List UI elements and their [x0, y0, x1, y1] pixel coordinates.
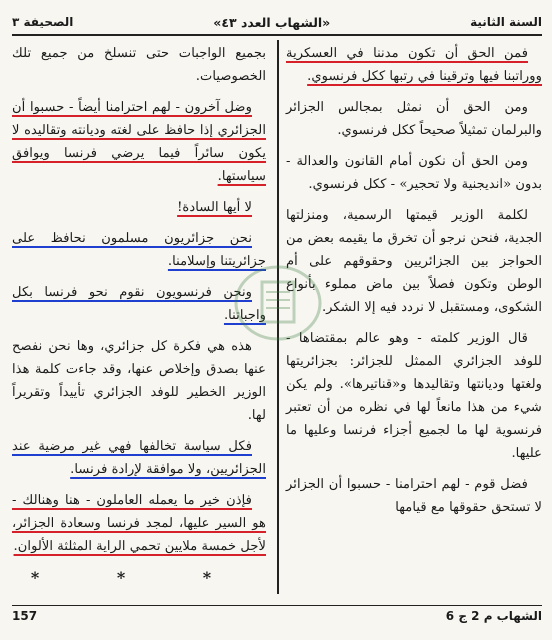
page-footer	[12, 605, 542, 626]
paragraph: ونحن فرنسويون نقوم نحو فرنسا بكل واجباتنا.	[12, 285, 266, 323]
paragraph: ومن الحق أن نمثل بمجالس الجزائر والبرلمان تمثيلاً صحيحاً ككل فرنسوي.	[286, 100, 542, 138]
paragraph: فضل قوم - لهم احترامنا - حسبوا أن الجزائر لا تستحق حقوقها مع قيامها	[286, 477, 542, 515]
header-year: السنة الثانية	[470, 15, 542, 29]
header-page-number: الصحيفة ٣	[12, 15, 74, 29]
right-column	[286, 42, 542, 594]
section-separator: * * *	[30, 568, 248, 587]
footer-page-number: 157	[12, 609, 38, 623]
paragraph: فكل سياسة تخالفها فهي غير مرضية عند الجزائريين، ولا موافقة لإرادة فرنسا.	[12, 439, 266, 477]
paragraph: لكلمة الوزير قيمتها الرسمية، ومنزلتها الجدية، فنحن نرجو أن تخرق ما يقيمه بعض من الحواجز بين الجزائريين وحقوقهم على أم الوطن وتكون فصلاً بين ماض مملوء بأنواع الشكوى، ومستقبل لا نردد فيه إلا الشكر.	[286, 208, 542, 315]
paragraph: قال الوزير كلمته - وهو عالم بمقتضاها - للوفد الجزائري الممثل للجزائر: بجزائريتها ولغتها وديانتها وتقاليدها و«قناتيرها». ولم يكن شيء من هذا مانعاً لها في نظره من أن تعتبر فرنسوية لها ما لجميع أجزاء فرنسا وعليها ما عليها.	[286, 331, 542, 461]
paragraph: فإذن خير ما يعمله العاملون - هنا وهنالك - هو السير عليها، لمجد فرنسا وسعادة الجزائر، لأجل خمسة ملايين تحمي الراية المثلثة الألوان.	[12, 493, 266, 554]
left-column	[12, 42, 266, 594]
paragraph: هذه هي فكرة كل جزائري، وها نحن نفصح عنها بصدق وإخلاص عنها، وقد جاءت كلمة هذا الوزير الخطير للوفد الجزائري تأييداً وتقريراً لها.	[12, 339, 266, 423]
paragraph: نحن جزائريون مسلمون نحافظ على جزائريتنا وإسلامنا.	[12, 231, 266, 269]
paragraph: فمن الحق أن تكون مدننا في العسكرية ووراتبنا فيها وترقينا في رتبها ككل فرنسوي.	[286, 46, 542, 84]
paragraph: لا أيها السادة!	[177, 200, 252, 215]
footer-issue-ref: الشهاب م 2 ج 6	[445, 609, 542, 623]
library-stamp-watermark	[232, 262, 324, 344]
page-header	[12, 10, 542, 36]
header-issue-title: «الشهاب العدد ٤٣»	[213, 14, 331, 30]
paragraph: بجميع الواجبات حتى تنسلخ من جميع تلك الخصوصيات.	[12, 46, 266, 84]
paragraph: وضل آخرون - لهم احترامنا أيضاً - حسبوا أن الجزائري إذا حافظ على لغته وديانته وتقاليده لا يكون سائراً فيما يرضي فرنسا ويوافق سياستها.	[12, 100, 266, 184]
paragraph: ومن الحق أن نكون أمام القانون والعدالة - بدون «انديجنية ولا تحجير» - ككل فرنسوي.	[286, 154, 542, 192]
